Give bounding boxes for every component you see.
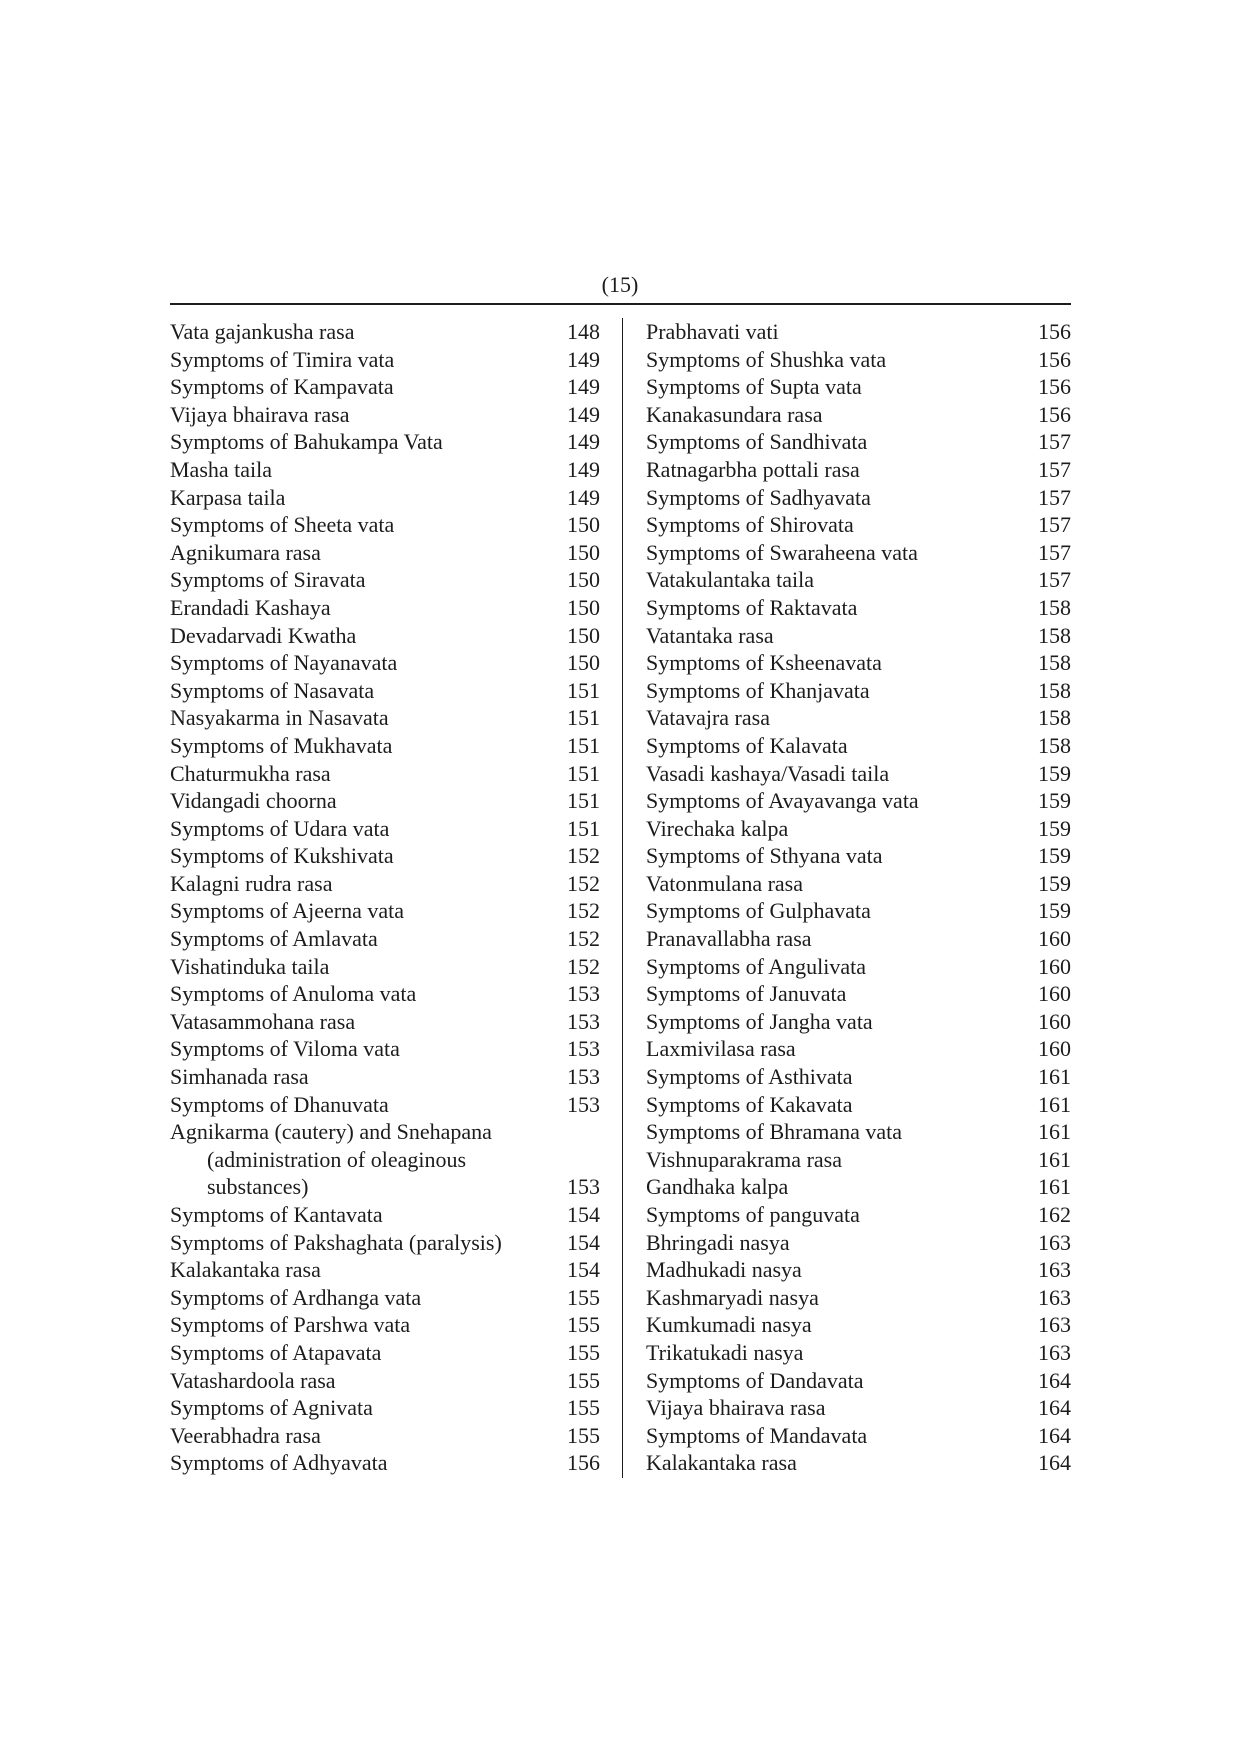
contents-entry xyxy=(170,1035,600,1063)
entry-page-number: 163 xyxy=(1038,1284,1071,1310)
entry-page-number: 159 xyxy=(1038,898,1071,924)
entry-page-number: 150 xyxy=(567,539,600,565)
entry-page-number: 149 xyxy=(567,429,600,455)
contents-entry xyxy=(170,980,600,1008)
entry-title: Symptoms of Gulphavata xyxy=(646,898,871,924)
contents-entry xyxy=(646,704,1071,732)
contents-entry xyxy=(646,1367,1071,1395)
entry-title-line: substances) xyxy=(207,1174,309,1200)
contents-entry xyxy=(646,1422,1071,1450)
entry-page-number: 160 xyxy=(1038,953,1071,979)
entry-title: Symptoms of Sadhyavata xyxy=(646,484,871,510)
entry-page-number: 154 xyxy=(567,1229,600,1255)
contents-entry xyxy=(646,815,1071,843)
contents-entry xyxy=(646,1063,1071,1091)
entry-page-number: 159 xyxy=(1038,815,1071,841)
entry-page-number: 155 xyxy=(567,1422,600,1448)
contents-entry xyxy=(646,456,1071,484)
entry-page-number: 158 xyxy=(1038,732,1071,758)
entry-title: Symptoms of Mukhavata xyxy=(170,732,393,758)
entry-title: Symptoms of Atapavata xyxy=(170,1339,382,1365)
contents-entry xyxy=(646,1146,1071,1174)
contents-entry xyxy=(646,318,1071,346)
entry-title: Symptoms of Mandavata xyxy=(646,1422,868,1448)
entry-title: Symptoms of Pakshaghata (paralysis) xyxy=(170,1229,502,1255)
entry-page-number: 159 xyxy=(1038,760,1071,786)
entry-title: Vishnuparakrama rasa xyxy=(646,1146,842,1172)
entry-page-number: 158 xyxy=(1038,622,1071,648)
entry-page-number: 155 xyxy=(567,1312,600,1338)
entry-page-number: 157 xyxy=(1038,512,1071,538)
entry-page-number: 153 xyxy=(567,981,600,1007)
contents-entry xyxy=(646,401,1071,429)
entry-title: Symptoms of Dhanuvata xyxy=(170,1091,389,1117)
entry-page-number: 157 xyxy=(1038,429,1071,455)
contents-entry xyxy=(170,1201,600,1229)
contents-entry xyxy=(170,566,600,594)
entry-title: Virechaka kalpa xyxy=(646,815,789,841)
entry-page-number: 155 xyxy=(567,1339,600,1365)
contents-entry xyxy=(170,1422,600,1450)
contents-entry xyxy=(170,1311,600,1339)
entry-title: Symptoms of Jangha vata xyxy=(646,1008,873,1034)
entry-title: Symptoms of Raktavata xyxy=(646,594,858,620)
entry-page-number: 161 xyxy=(1038,1091,1071,1117)
entry-page-number: 155 xyxy=(567,1367,600,1393)
entry-title: Symptoms of Nayanavata xyxy=(170,650,398,676)
contents-entry xyxy=(646,511,1071,539)
entry-page-number: 160 xyxy=(1038,926,1071,952)
entry-title: Vatavajra rasa xyxy=(646,705,770,731)
entry-page-number: 150 xyxy=(567,650,600,676)
entry-title: Masha taila xyxy=(170,456,273,482)
entry-title: Laxmivilasa rasa xyxy=(646,1036,796,1062)
entry-title: Kalakantaka rasa xyxy=(646,1450,797,1476)
entry-page-number: 150 xyxy=(567,594,600,620)
contents-entry xyxy=(646,1256,1071,1284)
header-rule xyxy=(170,303,1071,305)
entry-page-number: 158 xyxy=(1038,594,1071,620)
entry-title: Symptoms of Parshwa vata xyxy=(170,1312,411,1338)
entry-page-number: 151 xyxy=(567,815,600,841)
contents-entry xyxy=(646,1339,1071,1367)
entry-page-number: 155 xyxy=(567,1395,600,1421)
entry-page-number: 149 xyxy=(567,456,600,482)
entry-page-number: 153 xyxy=(567,1036,600,1062)
entry-page-number: 163 xyxy=(1038,1257,1071,1283)
entry-title: Symptoms of Kampavata xyxy=(170,374,394,400)
entry-title: Symptoms of Ajeerna vata xyxy=(170,898,405,924)
contents-entry xyxy=(646,649,1071,677)
contents-entry xyxy=(170,373,600,401)
entry-title: Symptoms of Viloma vata xyxy=(170,1036,400,1062)
entry-title: Devadarvadi Kwatha xyxy=(170,622,357,648)
contents-entry xyxy=(646,980,1071,1008)
entry-title: Vatakulantaka taila xyxy=(646,567,814,593)
entry-page-number: 153 xyxy=(567,1008,600,1034)
entry-page-number: 152 xyxy=(567,953,600,979)
entry-page-number: 153 xyxy=(567,1174,600,1200)
entry-title: Symptoms of Sandhivata xyxy=(646,429,868,455)
contents-entry xyxy=(170,704,600,732)
contents-entry xyxy=(170,1394,600,1422)
entry-page-number: 161 xyxy=(1038,1064,1071,1090)
entry-title: Vatashardoola rasa xyxy=(170,1367,336,1393)
entry-page-number: 151 xyxy=(567,760,600,786)
entry-title: Symptoms of Anuloma vata xyxy=(170,981,417,1007)
entry-page-number: 156 xyxy=(1038,401,1071,427)
entry-title: Symptoms of Amlavata xyxy=(170,926,378,952)
entry-title: Symptoms of Kakavata xyxy=(646,1091,853,1117)
contents-entry xyxy=(170,1091,600,1119)
entry-title: Madhukadi nasya xyxy=(646,1257,802,1283)
contents-entry xyxy=(170,732,600,760)
entry-title: Vata gajankusha rasa xyxy=(170,319,355,344)
entry-page-number: 157 xyxy=(1038,539,1071,565)
entry-page-number: 149 xyxy=(567,401,600,427)
contents-entry xyxy=(646,346,1071,374)
entry-page-number: 161 xyxy=(1038,1174,1071,1200)
entry-page-number: 158 xyxy=(1038,677,1071,703)
entry-title-line: Agnikarma (cautery) and Snehapana xyxy=(170,1119,492,1145)
entry-page-number: 153 xyxy=(567,1091,600,1117)
entry-title: Vatasammohana rasa xyxy=(170,1008,356,1034)
contents-entry xyxy=(646,787,1071,815)
entry-title: Symptoms of Angulivata xyxy=(646,953,866,979)
entry-page-number: 160 xyxy=(1038,1036,1071,1062)
entry-title: Symptoms of Bahukampa Vata xyxy=(170,429,443,455)
column-divider xyxy=(622,318,623,1478)
contents-entry xyxy=(646,870,1071,898)
contents-entry xyxy=(170,1118,600,1201)
entry-page-number: 159 xyxy=(1038,843,1071,869)
entry-title: Symptoms of Januvata xyxy=(646,981,847,1007)
contents-entry xyxy=(170,346,600,374)
entry-page-number: 156 xyxy=(1038,374,1071,400)
entry-page-number: 163 xyxy=(1038,1312,1071,1338)
entry-title: Vatonmulana rasa xyxy=(646,870,803,896)
contents-entry xyxy=(170,815,600,843)
entry-page-number: 160 xyxy=(1038,1008,1071,1034)
entry-page-number: 152 xyxy=(567,898,600,924)
entry-title: Bhringadi nasya xyxy=(646,1229,790,1255)
entry-page-number: 162 xyxy=(1038,1202,1071,1227)
contents-entry xyxy=(170,787,600,815)
entry-page-number: 156 xyxy=(1038,346,1071,372)
contents-entry xyxy=(646,1173,1071,1201)
contents-entry xyxy=(646,953,1071,981)
contents-entry xyxy=(646,1118,1071,1146)
entry-page-number: 154 xyxy=(567,1202,600,1227)
contents-entry xyxy=(646,760,1071,788)
entry-page-number: 152 xyxy=(567,843,600,869)
contents-entry xyxy=(170,925,600,953)
entry-title: Kashmaryadi nasya xyxy=(646,1284,819,1310)
entry-title: Symptoms of Shushka vata xyxy=(646,346,887,372)
entry-title: Vidangadi choorna xyxy=(170,788,337,814)
contents-entry xyxy=(170,428,600,456)
entry-page-number: 149 xyxy=(567,346,600,372)
entry-page-number: 151 xyxy=(567,732,600,758)
entry-title: Symptoms of Avayavanga vata xyxy=(646,788,919,814)
contents-entry xyxy=(646,1035,1071,1063)
contents-entry xyxy=(170,760,600,788)
entry-page-number: 150 xyxy=(567,567,600,593)
contents-entry xyxy=(646,925,1071,953)
entry-title: Prabhavati vati xyxy=(646,319,779,344)
entry-title: Kalagni rudra rasa xyxy=(170,870,333,896)
contents-entry xyxy=(170,897,600,925)
entry-title: Symptoms of Ardhanga vata xyxy=(170,1284,422,1310)
entry-title: Symptoms of Siravata xyxy=(170,567,366,593)
entry-page-number: 151 xyxy=(567,705,600,731)
contents-left-column xyxy=(170,318,600,1477)
entry-title: Kanakasundara rasa xyxy=(646,401,823,427)
entry-title: Chaturmukha rasa xyxy=(170,760,331,786)
entry-page-number: 152 xyxy=(567,870,600,896)
page-number: (15) xyxy=(601,272,639,297)
contents-entry xyxy=(646,1284,1071,1312)
entry-title: Kumkumadi nasya xyxy=(646,1312,812,1338)
contents-entry xyxy=(170,594,600,622)
contents-entry xyxy=(170,1339,600,1367)
entry-title: Symptoms of Timira vata xyxy=(170,346,395,372)
entry-title: Symptoms of Sheeta vata xyxy=(170,512,395,538)
entry-page-number: 152 xyxy=(567,926,600,952)
entry-page-number: 159 xyxy=(1038,870,1071,896)
entry-page-number: 154 xyxy=(567,1257,600,1283)
entry-title: Symptoms of Kalavata xyxy=(646,732,848,758)
entry-page-number: 148 xyxy=(567,319,600,344)
contents-entry xyxy=(646,1449,1071,1477)
entry-page-number: 157 xyxy=(1038,456,1071,482)
entry-title: Vasadi kashaya/Vasadi taila xyxy=(646,760,890,786)
contents-entry xyxy=(170,953,600,981)
contents-entry xyxy=(170,456,600,484)
contents-entry xyxy=(170,1063,600,1091)
entry-title: Karpasa taila xyxy=(170,484,286,510)
entry-title: Symptoms of Sthyana vata xyxy=(646,843,883,869)
entry-page-number: 161 xyxy=(1038,1146,1071,1172)
contents-entry xyxy=(170,401,600,429)
entry-title: Vijaya bhairava rasa xyxy=(646,1395,826,1421)
entry-page-number: 159 xyxy=(1038,788,1071,814)
entry-page-number: 158 xyxy=(1038,705,1071,731)
contents-entry xyxy=(646,1394,1071,1422)
entry-title: Gandhaka kalpa xyxy=(646,1174,789,1200)
entry-title: Vijaya bhairava rasa xyxy=(170,401,350,427)
contents-entry xyxy=(170,1256,600,1284)
entry-title: Symptoms of Agnivata xyxy=(170,1395,373,1421)
entry-page-number: 164 xyxy=(1038,1395,1071,1421)
entry-page-number: 149 xyxy=(567,484,600,510)
contents-entry xyxy=(170,1284,600,1312)
contents-entry xyxy=(646,1229,1071,1257)
entry-page-number: 151 xyxy=(567,788,600,814)
entry-title: Pranavallabha rasa xyxy=(646,926,812,952)
contents-entry xyxy=(646,1311,1071,1339)
contents-entry xyxy=(646,897,1071,925)
entry-title: Simhanada rasa xyxy=(170,1064,309,1090)
entry-title: Agnikumara rasa xyxy=(170,539,321,565)
entry-title: Symptoms of Supta vata xyxy=(646,374,862,400)
entry-title: Symptoms of Kantavata xyxy=(170,1202,383,1227)
contents-entry xyxy=(646,428,1071,456)
contents-entry xyxy=(646,732,1071,760)
contents-entry xyxy=(170,870,600,898)
entry-title: Symptoms of Bhramana vata xyxy=(646,1119,903,1145)
contents-entry xyxy=(646,539,1071,567)
entry-title: Symptoms of Udara vata xyxy=(170,815,390,841)
entry-page-number: 153 xyxy=(567,1064,600,1090)
entry-page-number: 156 xyxy=(1038,319,1071,344)
entry-title: Erandadi Kashaya xyxy=(170,594,331,620)
contents-entry xyxy=(170,1449,600,1477)
entry-title: Symptoms of Shirovata xyxy=(646,512,854,538)
entry-title: Ratnagarbha pottali rasa xyxy=(646,456,860,482)
contents-entry xyxy=(646,622,1071,650)
entry-page-number: 160 xyxy=(1038,981,1071,1007)
contents-entry xyxy=(646,842,1071,870)
contents-entry xyxy=(170,484,600,512)
entry-page-number: 163 xyxy=(1038,1339,1071,1365)
entry-title: Symptoms of Adhyavata xyxy=(170,1450,388,1476)
contents-entry xyxy=(170,649,600,677)
entry-title-line: (administration of oleaginous xyxy=(207,1146,467,1172)
entry-title: Symptoms of Kukshivata xyxy=(170,843,394,869)
entry-title: Symptoms of Ksheenavata xyxy=(646,650,882,676)
entry-title: Symptoms of Swaraheena vata xyxy=(646,539,918,565)
contents-entry xyxy=(170,1229,600,1257)
entry-page-number: 164 xyxy=(1038,1367,1071,1393)
entry-page-number: 163 xyxy=(1038,1229,1071,1255)
entry-title: Symptoms of Asthivata xyxy=(646,1064,853,1090)
entry-title: Kalakantaka rasa xyxy=(170,1257,321,1283)
contents-entry xyxy=(170,842,600,870)
contents-entry xyxy=(646,677,1071,705)
entry-page-number: 149 xyxy=(567,374,600,400)
contents-entry xyxy=(170,539,600,567)
contents-entry xyxy=(646,594,1071,622)
entry-page-number: 156 xyxy=(567,1450,600,1476)
entry-page-number: 164 xyxy=(1038,1422,1071,1448)
entry-title: Symptoms of Dandavata xyxy=(646,1367,864,1393)
entry-title: Veerabhadra rasa xyxy=(170,1422,321,1448)
contents-entry xyxy=(646,1008,1071,1036)
contents-entry xyxy=(646,484,1071,512)
entry-title: Symptoms of panguvata xyxy=(646,1202,860,1227)
contents-entry xyxy=(646,373,1071,401)
contents-entry xyxy=(170,677,600,705)
entry-page-number: 150 xyxy=(567,512,600,538)
contents-right-column xyxy=(646,318,1071,1477)
entry-page-number: 164 xyxy=(1038,1450,1071,1476)
entry-title: Symptoms of Khanjavata xyxy=(646,677,870,703)
contents-entry xyxy=(646,1201,1071,1229)
entry-page-number: 150 xyxy=(567,622,600,648)
entry-title: Vishatinduka taila xyxy=(170,953,330,979)
entry-page-number: 158 xyxy=(1038,650,1071,676)
contents-entry xyxy=(170,1367,600,1395)
entry-page-number: 151 xyxy=(567,677,600,703)
entry-title: Symptoms of Nasavata xyxy=(170,677,375,703)
entry-title: Nasyakarma in Nasavata xyxy=(170,705,389,731)
contents-entry xyxy=(646,566,1071,594)
entry-page-number: 157 xyxy=(1038,484,1071,510)
entry-title: Vatantaka rasa xyxy=(646,622,774,648)
entry-page-number: 161 xyxy=(1038,1119,1071,1145)
contents-entry xyxy=(646,1091,1071,1119)
entry-title xyxy=(170,1118,492,1201)
contents-entry xyxy=(170,318,600,346)
entry-page-number: 155 xyxy=(567,1284,600,1310)
entry-page-number: 157 xyxy=(1038,567,1071,593)
entry-title: Trikatukadi nasya xyxy=(646,1339,804,1365)
contents-entry xyxy=(170,1008,600,1036)
contents-entry xyxy=(170,511,600,539)
contents-entry xyxy=(170,622,600,650)
